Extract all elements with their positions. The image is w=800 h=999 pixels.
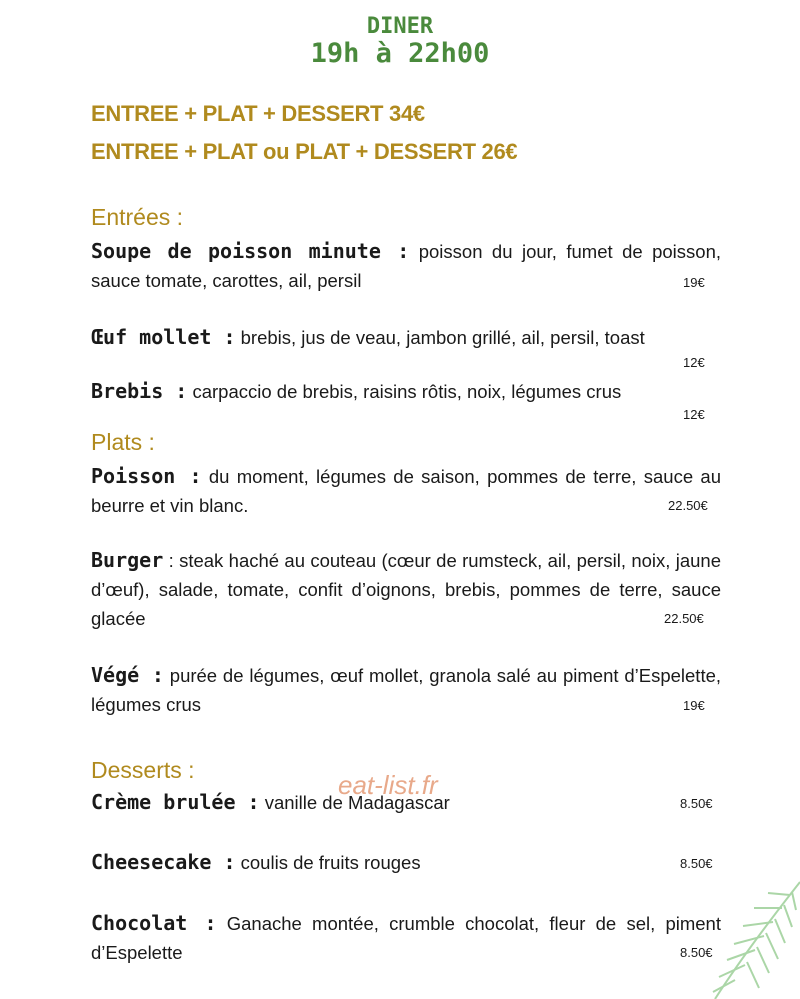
formula-two-courses: ENTREE + PLAT ou PLAT + DESSERT 26€ bbox=[91, 139, 518, 164]
dish-name: Chocolat : bbox=[91, 911, 217, 935]
dish-name: Végé : bbox=[91, 663, 164, 687]
dish-name: Brebis : bbox=[91, 379, 188, 403]
formula-three-courses: ENTREE + PLAT + DESSERT 34€ bbox=[91, 101, 425, 126]
dish-price: 8.50€ bbox=[680, 945, 713, 960]
dish-description: purée de légumes, œuf mollet, granola salé au piment d’Espelette, légumes crus bbox=[91, 665, 722, 715]
dish-description: carpaccio de brebis, raisins rôtis, noix, légumes crus bbox=[192, 381, 622, 402]
dish-description: coulis de fruits rouges bbox=[240, 852, 421, 873]
dish-description: : steak haché au couteau (cœur de rumsteck, ail, persil, noix, jaune d’œuf), salade, tomate, confit d’oignons, brebis, pommes de terre, sauce glacée bbox=[91, 550, 722, 629]
dish-vege bbox=[91, 661, 721, 719]
dish-price: 12€ bbox=[683, 407, 705, 422]
dish-price: 22.50€ bbox=[668, 498, 708, 513]
dish-description: poisson du jour, fumet de poisson, sauce tomate, carottes, ail, persil bbox=[91, 241, 722, 291]
dish-soupe bbox=[91, 237, 721, 295]
dish-description: du moment, légumes de saison, pommes de terre, sauce au beurre et vin blanc. bbox=[91, 466, 722, 516]
dish-burger bbox=[91, 546, 721, 633]
watermark: eat-list.fr bbox=[338, 770, 438, 800]
menu-hours: 19h à 22h00 bbox=[310, 38, 490, 69]
dish-price: 19€ bbox=[683, 698, 705, 713]
dish-cheesecake bbox=[91, 848, 721, 877]
dish-name: Soupe de poisson minute : bbox=[91, 239, 410, 263]
dish-price: 8.50€ bbox=[680, 796, 713, 811]
dish-price: 12€ bbox=[683, 355, 705, 370]
palm-leaf-icon bbox=[620, 880, 800, 999]
section-title-desserts: Desserts : bbox=[91, 757, 195, 783]
dish-name: Poisson : bbox=[91, 464, 202, 488]
dish-name: Œuf mollet : bbox=[91, 325, 236, 349]
dish-name: Cheesecake : bbox=[91, 850, 236, 874]
menu-title: DINER bbox=[366, 14, 434, 39]
dish-price: 8.50€ bbox=[680, 856, 713, 871]
dish-description: Ganache montée, crumble chocolat, fleur de sel, piment d’Espelette bbox=[91, 913, 721, 963]
dish-poisson bbox=[91, 462, 721, 520]
dish-name: Burger bbox=[91, 548, 164, 572]
section-title-entrees: Entrées : bbox=[91, 204, 184, 230]
dish-brebis bbox=[91, 377, 721, 406]
dish-oeuf bbox=[91, 323, 721, 352]
dish-price: 19€ bbox=[683, 275, 705, 290]
section-title-plats: Plats : bbox=[91, 429, 155, 455]
dish-name: Crème brulée : bbox=[91, 790, 260, 814]
dish-description: vanille de Madagascar bbox=[264, 792, 450, 813]
dish-description: brebis, jus de veau, jambon grillé, ail, persil, toast bbox=[240, 327, 645, 348]
dish-price: 22.50€ bbox=[664, 611, 704, 626]
